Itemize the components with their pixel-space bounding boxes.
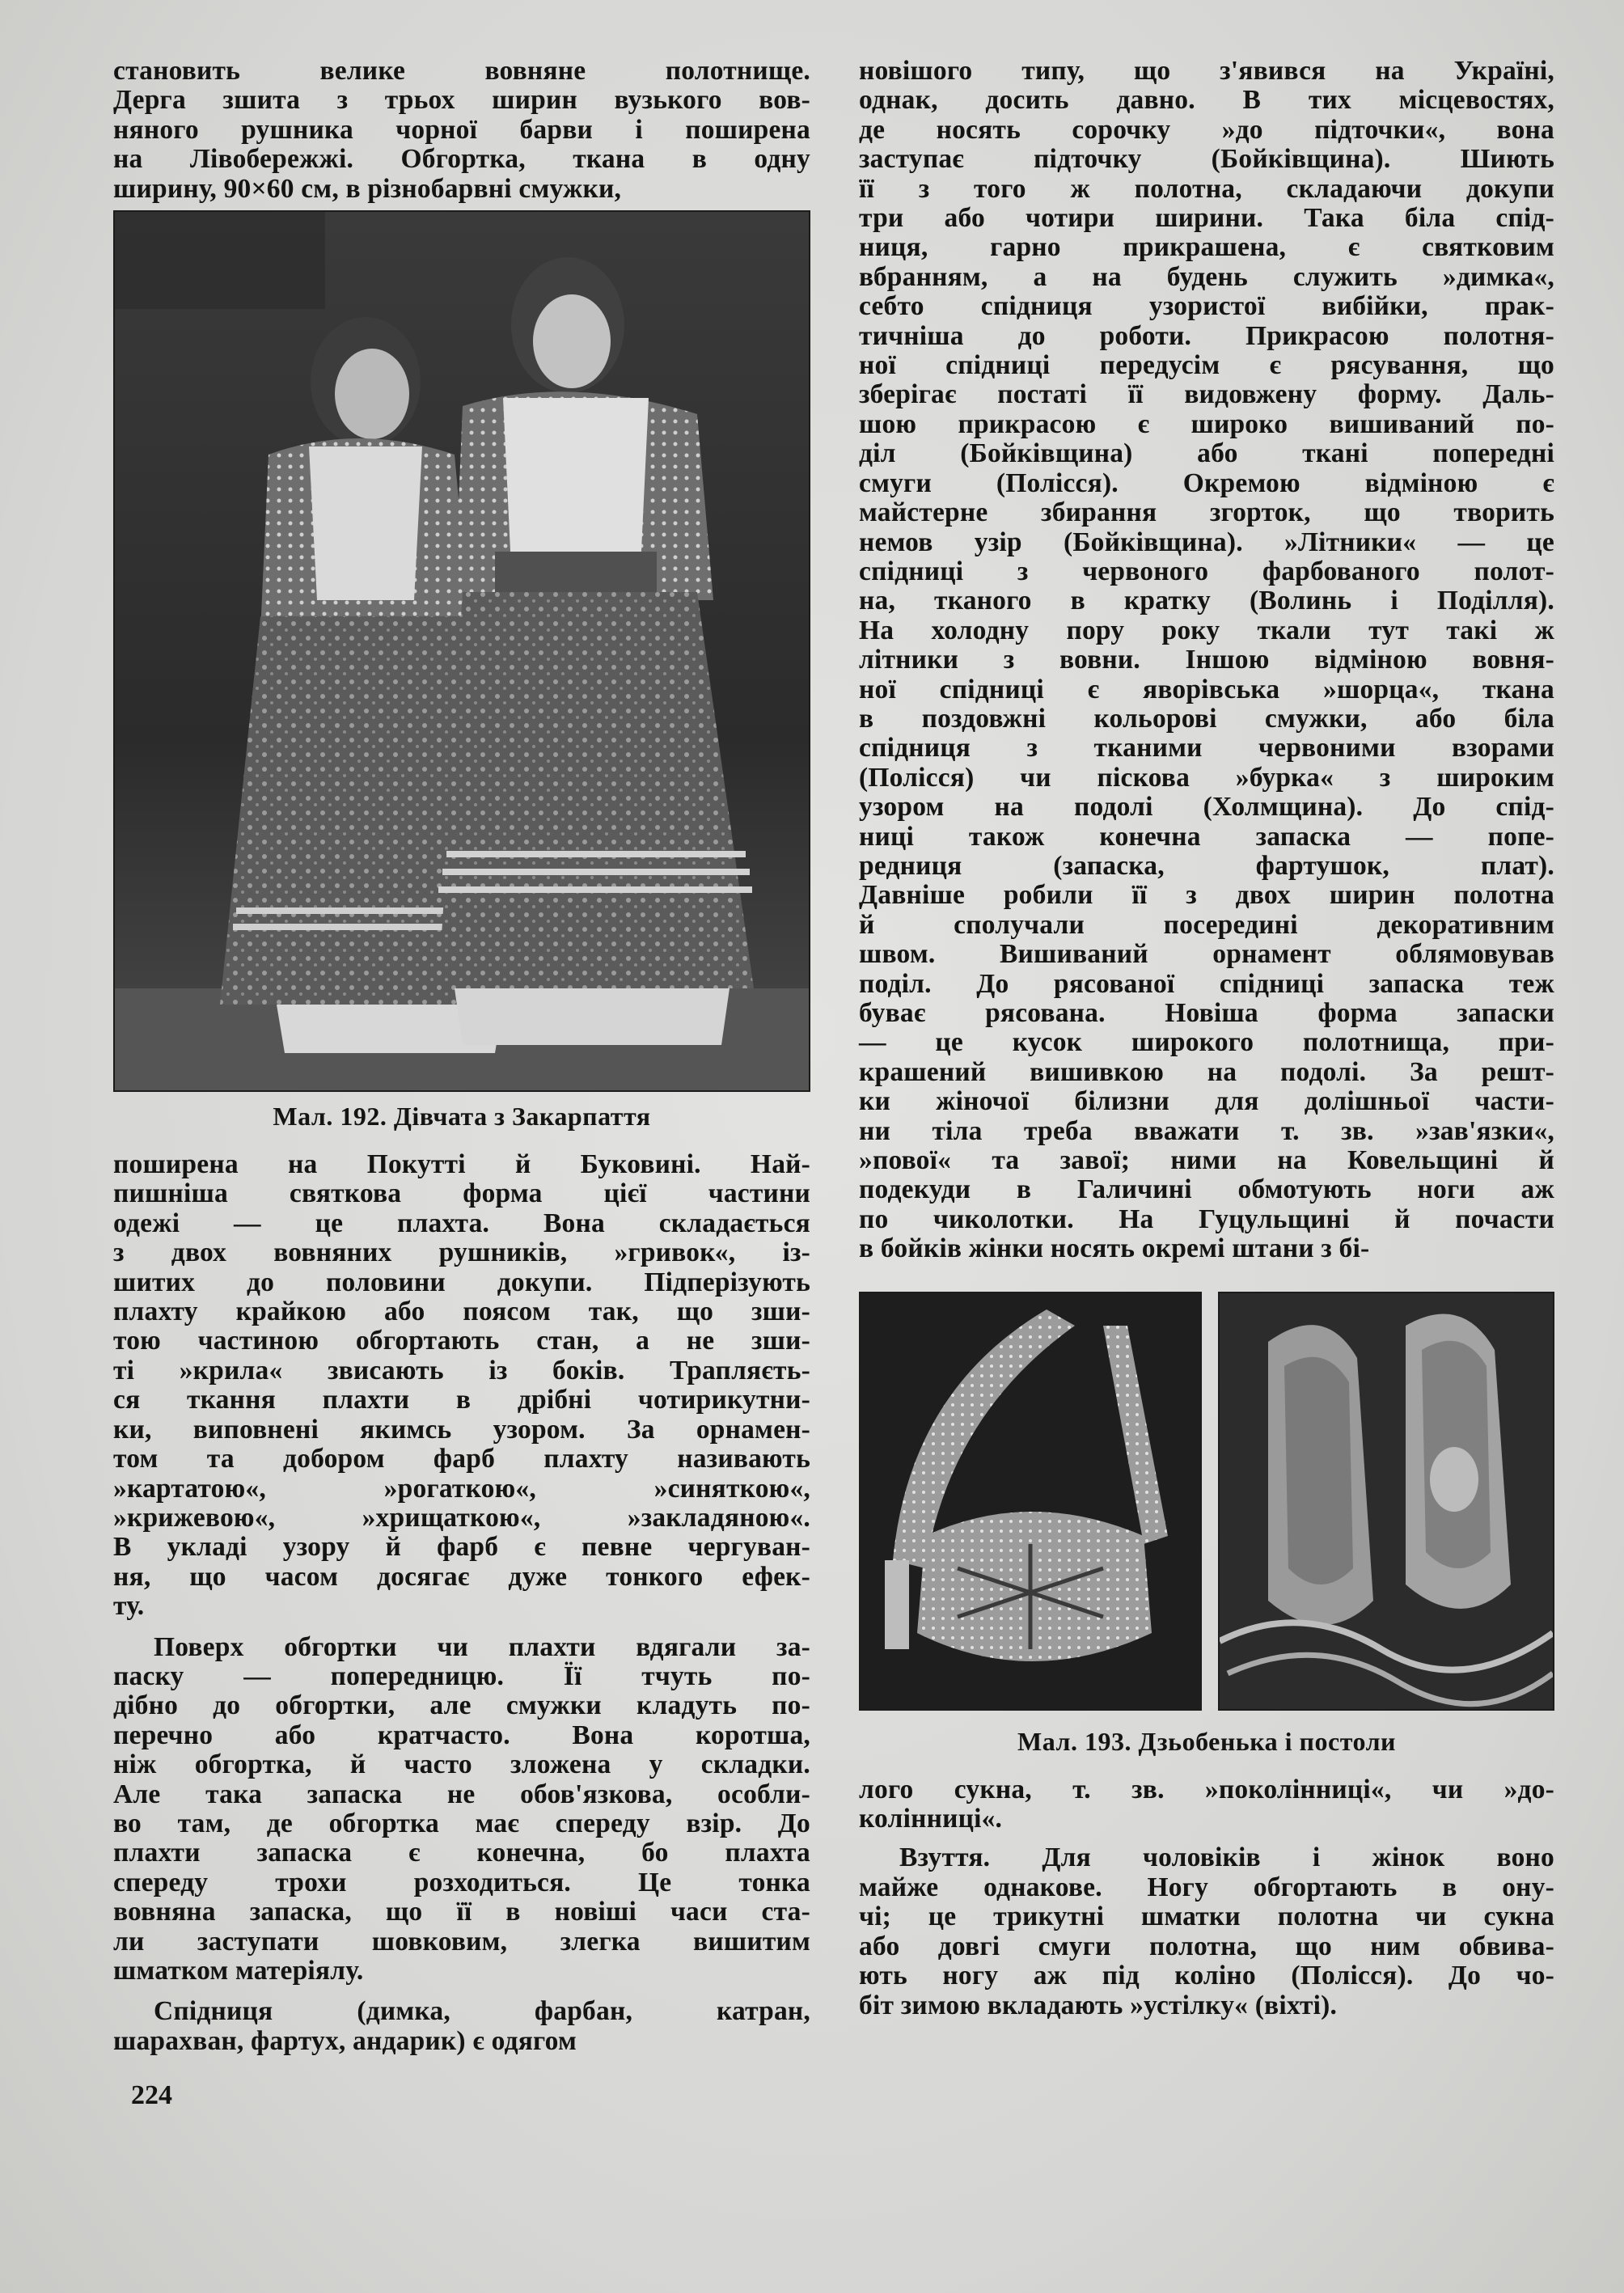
- text-line: поширена на Покутті й Буковині. Най-: [113, 1149, 810, 1180]
- text-line: одежі — це плахта. Вона складається: [113, 1208, 810, 1238]
- text-line: ніж обгортка, й часто зложена у складки.: [113, 1749, 810, 1780]
- section-heading: Взуття.: [899, 1842, 991, 1873]
- text-line: в бойків жінки носять окремі штани з бі-: [859, 1233, 1370, 1264]
- text-line: колінниці«.: [859, 1804, 1003, 1834]
- text-line: ся ткання плахти в дрібні чотирикутни-: [113, 1385, 810, 1415]
- text-line: плахти запаска є конечна, бо плахта: [113, 1838, 810, 1868]
- text-line: ли заступати шовковим, злегка вишитим: [113, 1926, 810, 1957]
- text-line: ки, виповнені якимсь узором. За орнамен-: [113, 1414, 810, 1445]
- text-line: ня, що часом досягає дуже тонкого ефек-: [113, 1561, 810, 1592]
- text-line: шарахван, фартух, андарик) є одягом: [113, 2025, 577, 2056]
- text-line: В укладі узору й фарб є певне чергуван-: [113, 1532, 810, 1563]
- text-line: по чиколотки. На Гуцульщині й почасти: [859, 1204, 1554, 1234]
- text-line: Але така запаска не обов'язкова, особли-: [113, 1779, 810, 1809]
- text-line: — це кусок широкого полотнища, при-: [859, 1027, 1554, 1058]
- text-line: Спідниця (димка, фарбан, катран,: [154, 1996, 810, 2027]
- text-line: перечно або кратчасто. Вона коротша,: [113, 1720, 810, 1750]
- text-line: немов узір (Бойківщина). »Літники« — це: [859, 527, 1554, 557]
- text-line: дібно до обгортки, але смужки кладуть по-: [113, 1690, 810, 1721]
- text-line: Давніше робили її з двох ширин полотна: [859, 880, 1554, 911]
- left-paragraph-1: [113, 1150, 810, 1622]
- text-line: тою частиною обгортають стан, а не зши-: [113, 1326, 810, 1356]
- text-line: смуги (Полісся). Окремою відміною є: [859, 467, 1554, 498]
- text-line: зберігає постаті її видовжену форму. Даль-: [859, 379, 1554, 410]
- text-line: ни тіла треба вважати т. зв. »зав'язки«,: [859, 1115, 1554, 1146]
- left-column: [113, 57, 810, 2056]
- text-line: няного рушника чорної барви і поширена: [113, 114, 810, 145]
- text-line: або довгі смуги полотна, що ним обвива-: [859, 1931, 1554, 1961]
- text-line: На холодну пору року ткали тут такі ж: [859, 615, 1554, 645]
- text-line: в поздовжні кольорові смужки, або біла: [859, 703, 1554, 734]
- text-line: Взуття. Для чоловіків і жінок воно: [899, 1842, 1554, 1873]
- text-line: її з того ж полотна, складаючи докупи: [859, 173, 1554, 204]
- text-line: шматком матеріялу.: [113, 1956, 364, 1986]
- text-line: майстерне збирання згорток, що творить: [859, 497, 1554, 528]
- text-line: ниці також конечна запаска — попе-: [859, 821, 1554, 852]
- right-paragraph-2: [859, 1775, 1554, 1834]
- text-line: три або чотири ширини. Така біла спід-: [859, 203, 1554, 234]
- figure-193-postoly-photo: [1218, 1292, 1554, 1711]
- left-top-text: [113, 57, 810, 204]
- text-line: новішого типу, що з'явився на Україні,: [859, 56, 1554, 86]
- right-paragraph-1: [859, 57, 1554, 1264]
- text-line: ниця, гарно прикрашена, є святковим: [859, 232, 1554, 263]
- text-line: том та добором фарб плахту називають: [113, 1444, 810, 1474]
- text-line: на Лівобережжі. Обгортка, ткана в одну: [113, 144, 810, 175]
- text-line: ної спідниці є яворівська »шорца«, ткана: [859, 674, 1554, 704]
- text-line: ту.: [113, 1591, 145, 1622]
- figure-192-photo: [113, 210, 810, 1092]
- text-line: пишніша святкова форма цієї частини: [113, 1178, 810, 1209]
- text-line: паску — попередницю. Її тчуть по-: [113, 1661, 810, 1691]
- text-line: ки жіночої білизни для долішньої части-: [859, 1086, 1554, 1117]
- right-column: [859, 57, 1554, 2020]
- text-line: подекуди в Галичині обмотують ноги аж: [859, 1174, 1554, 1205]
- text-line: ної спідниці передусім є рясування, що: [859, 350, 1554, 381]
- text-line: буває рясована. Новіша форма запаски: [859, 998, 1554, 1028]
- left-paragraph-3: [113, 1997, 810, 2056]
- text-line: з двох вовняних рушників, »гривок«, із-: [113, 1237, 810, 1268]
- text-line: редниця (запаска, фартушок, плат).: [859, 850, 1554, 881]
- text-line: ширину, 90×60 см, в різнобарвні смужки,: [113, 173, 622, 204]
- text-line: тичніша до роботи. Прикрасою полотня-: [859, 320, 1554, 351]
- figure-192-caption: Мал. 192. Дівчата з Закарпаття: [273, 1102, 651, 1132]
- figure-193-caption: Мал. 193. Дзьобенька і постоли: [1017, 1726, 1396, 1756]
- text-line: швом. Вишиваний орнамент облямовував: [859, 939, 1554, 970]
- text-line: поділ. До рясованої спідниці запаска теж: [859, 968, 1554, 999]
- text-line: заступає підточку (Бойківщина). Шиють: [859, 144, 1554, 175]
- text-line: становить велике вовняне полотнище.: [113, 56, 810, 86]
- text-line: де носять сорочку »до підточки«, вона: [859, 114, 1554, 145]
- text-line: »картатою«, »рогаткою«, »синяткою«,: [113, 1473, 810, 1504]
- text-line: (Полісся) чи піскова »бурка« з широким: [859, 762, 1554, 793]
- text-line: Дерга зшита з трьох ширин вузького вов-: [113, 85, 810, 116]
- text-line: спідниця з тканими червоними взорами: [859, 733, 1554, 764]
- text-line: літники з вовни. Іншою відміною вовня-: [859, 645, 1554, 675]
- text-line: ють ногу аж під коліно (Полісся). До чо-: [859, 1961, 1554, 1991]
- text-line: на, тканого в кратку (Волинь і Поділля).: [859, 586, 1554, 616]
- text-line: біт зимою вкладають »устілку« (віхті).: [859, 1990, 1338, 2020]
- page-number: 224: [131, 2080, 172, 2110]
- text-line: шитих до половини докупи. Підперізують: [113, 1267, 810, 1297]
- text-line: ті »крила« звисають із боків. Трапляєть-: [113, 1355, 810, 1386]
- text-line: спідниці з червоного фарбованого полот-: [859, 556, 1554, 586]
- text-line: узором на подолі (Холмщина). До спід-: [859, 792, 1554, 823]
- text-line: вовняна запаска, що її в новіші часи ста-: [113, 1897, 810, 1927]
- text-line: себто спідниця узористої вибійки, прак-: [859, 291, 1554, 322]
- text-line: крашений вишивкою на подолі. За решт-: [859, 1056, 1554, 1087]
- text-line: »крижевою«, »хрищаткою«, »закладяною«.: [113, 1502, 810, 1533]
- text-line: майже однакове. Ногу обгортають в ону-: [859, 1872, 1554, 1902]
- left-paragraph-2: [113, 1633, 810, 1986]
- text-line: »пової« та завої; ними на Ковельщині й: [859, 1145, 1554, 1176]
- text-line: шою прикрасою є широко вишиваний по-: [859, 408, 1554, 439]
- text-line: плахту крайкою або поясом так, що зши-: [113, 1297, 810, 1327]
- text-line: однак, досить давно. В тих місцевостях,: [859, 85, 1554, 116]
- text-line: спереду трохи розходиться. Це тонка: [113, 1867, 810, 1897]
- text-line: діл (Бойківщина) або ткані попередні: [859, 438, 1554, 469]
- right-paragraph-3: [859, 1843, 1554, 2020]
- text-line: лого сукна, т. зв. »поколінниці«, чи »до-: [859, 1774, 1554, 1804]
- text-line: й сполучали посередині декоративним: [859, 909, 1554, 940]
- text-line: вбранням, а на будень служить »димка«,: [859, 261, 1554, 292]
- figure-193-bag-photo: [859, 1292, 1202, 1711]
- figure-193-row: [859, 1292, 1554, 1711]
- text-line: во там, де обгортка має спереду взір. До: [113, 1808, 810, 1838]
- text-line: Поверх обгортки чи плахти вдягали за-: [154, 1631, 810, 1662]
- text-line: чі; це трикутні шматки полотна чи сукна: [859, 1902, 1554, 1932]
